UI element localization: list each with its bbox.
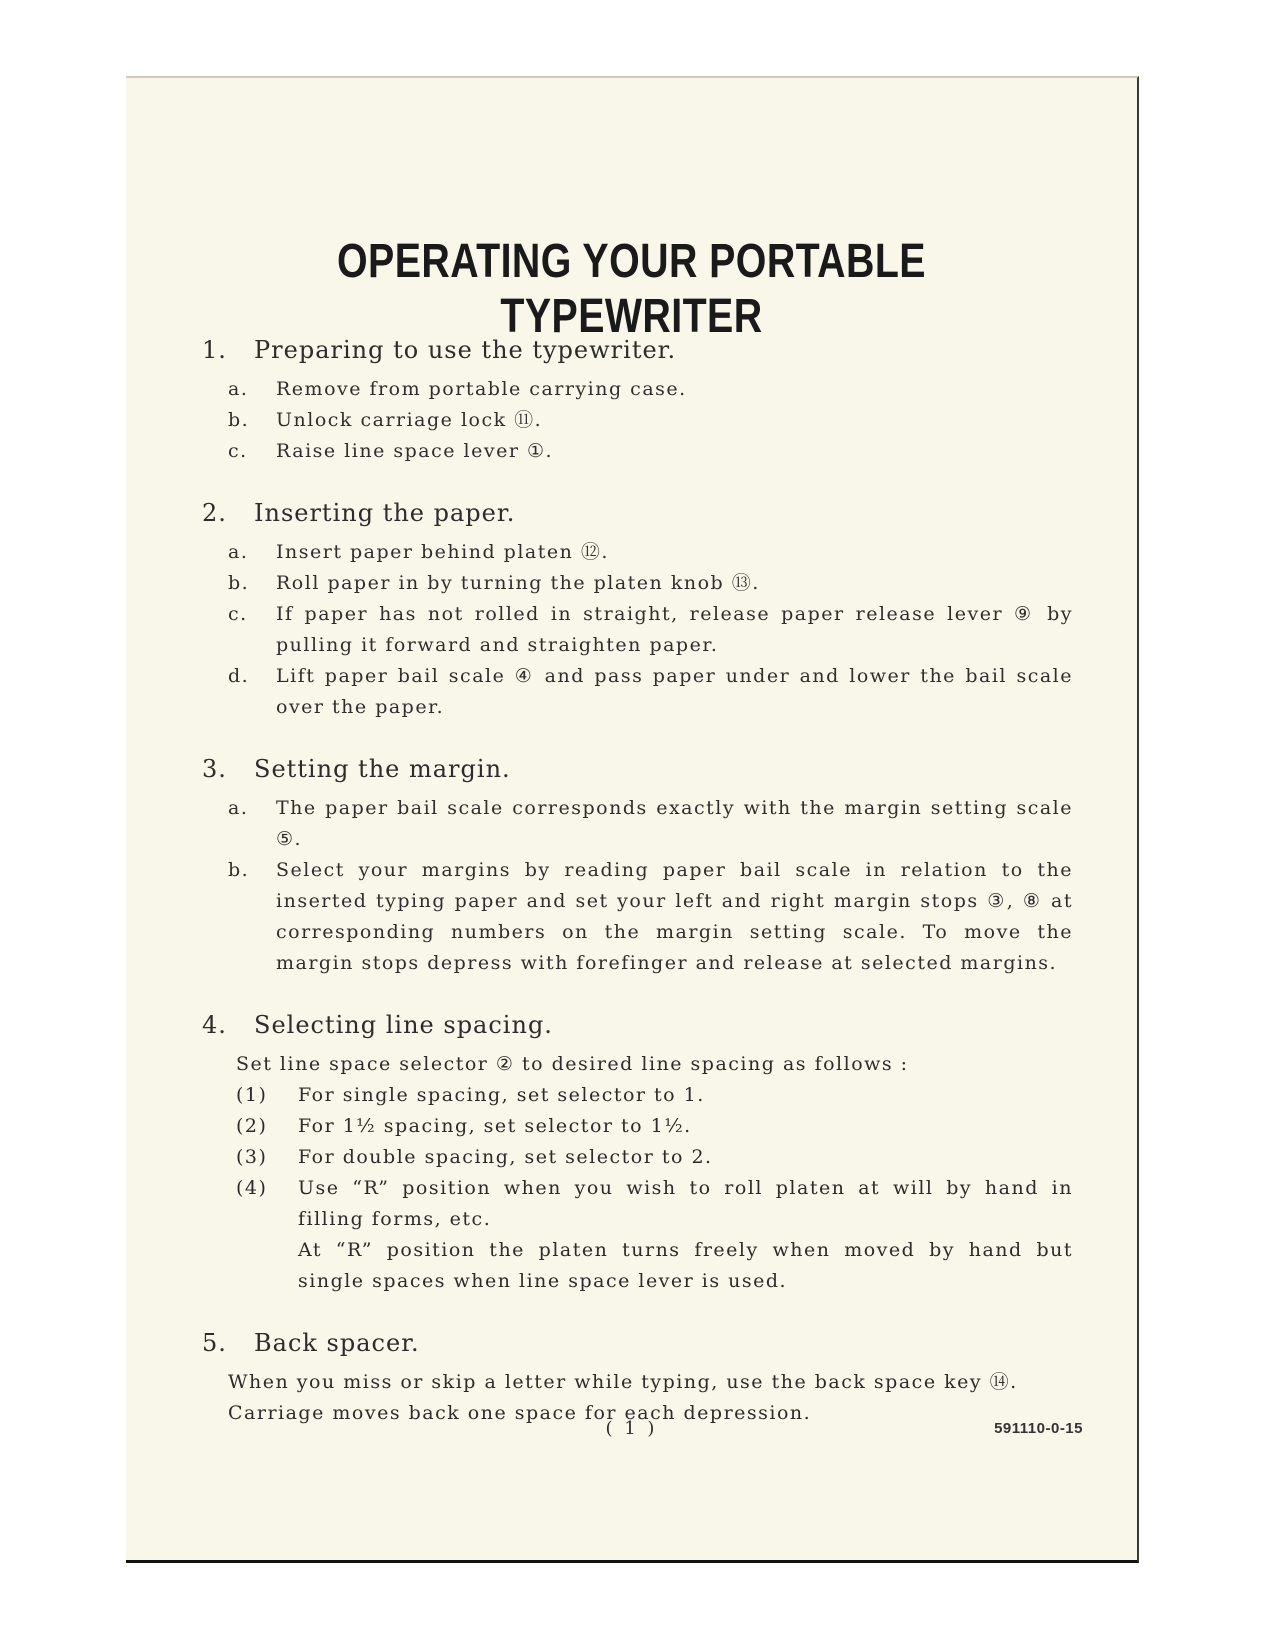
item-label: b. bbox=[228, 409, 250, 431]
section-heading bbox=[202, 753, 1073, 785]
page-title: OPERATING YOUR PORTABLE TYPEWRITER bbox=[337, 235, 926, 343]
list-item bbox=[202, 793, 1073, 855]
item-text: Roll paper in by turning the platen knob ⑬. bbox=[276, 572, 760, 594]
item-label: b. bbox=[228, 859, 250, 881]
section-inserting-paper bbox=[202, 497, 1073, 723]
item-label: a. bbox=[228, 541, 249, 563]
section-number: 5. bbox=[202, 1329, 227, 1357]
item-text: Lift paper bail scale ④ and pass paper under and lower the bail scale over the paper. bbox=[276, 665, 1073, 718]
document-page bbox=[126, 76, 1139, 1563]
item-text: For single spacing, set selector to 1. bbox=[298, 1084, 705, 1106]
section-setting-margin bbox=[202, 753, 1073, 979]
section-title: Preparing to use the typewriter. bbox=[254, 336, 677, 364]
item-label: c. bbox=[228, 603, 248, 625]
document-code: 591110-0-15 bbox=[994, 1420, 1083, 1437]
item-label: (3) bbox=[236, 1146, 268, 1168]
section-intro: Set line space selector ② to desired line spacing as follows : bbox=[236, 1053, 909, 1075]
item-text: Remove from portable carrying case. bbox=[276, 378, 687, 400]
list-item bbox=[202, 436, 1073, 467]
list-item bbox=[202, 599, 1073, 661]
item-text: Unlock carriage lock ⑪. bbox=[276, 409, 543, 431]
item-label: a. bbox=[228, 797, 249, 819]
item-label: b. bbox=[228, 572, 250, 594]
list-item bbox=[202, 537, 1073, 568]
item-text: Select your margins by reading paper bail scale in relation to the inserted typing paper and set your left and right margin stops ③, ⑧ at corresponding numbers on the margin setting scale. To move the margin stops depress with forefinger and release at selected margins. bbox=[276, 859, 1073, 974]
item-text: For double spacing, set selector to 2. bbox=[298, 1146, 713, 1168]
section-number: 3. bbox=[202, 755, 227, 783]
section-note: At “R” position the platen turns freely when moved by hand but single spaces when line space lever is used. bbox=[298, 1239, 1073, 1292]
section-title: Inserting the paper. bbox=[254, 499, 516, 527]
section-heading bbox=[202, 334, 1073, 366]
section-title: Back spacer. bbox=[254, 1329, 420, 1357]
item-text: If paper has not rolled in straight, release paper release lever ⑨ by pulling it forward and straighten paper. bbox=[276, 603, 1073, 656]
item-text: Raise line space lever ①. bbox=[276, 440, 554, 462]
section-heading bbox=[202, 497, 1073, 529]
section-number: 2. bbox=[202, 499, 227, 527]
section-heading bbox=[202, 1327, 1073, 1359]
list-item bbox=[202, 374, 1073, 405]
item-label: d. bbox=[228, 665, 250, 687]
list-item bbox=[202, 568, 1073, 599]
item-text: Insert paper behind platen ⑫. bbox=[276, 541, 609, 563]
section-number: 1. bbox=[202, 336, 227, 364]
list-item bbox=[202, 1142, 1073, 1173]
section-paragraph: When you miss or skip a letter while typing, use the back space key ⑭. Carriage moves back one space for each depression. bbox=[228, 1371, 1018, 1424]
section-title: Setting the margin. bbox=[254, 755, 511, 783]
section-number: 4. bbox=[202, 1011, 227, 1039]
list-item bbox=[202, 405, 1073, 436]
section-line-spacing bbox=[202, 1009, 1073, 1297]
item-text: Use “R” position when you wish to roll platen at will by hand in filling forms, etc. bbox=[298, 1177, 1073, 1230]
item-text: The paper bail scale corresponds exactly with the margin setting scale ⑤. bbox=[276, 797, 1073, 850]
section-preparing bbox=[202, 334, 1073, 467]
item-label: (4) bbox=[236, 1177, 268, 1199]
section-heading bbox=[202, 1009, 1073, 1041]
instructions-body bbox=[202, 334, 1073, 1429]
item-text: For 1½ spacing, set selector to 1½. bbox=[298, 1115, 692, 1137]
list-item bbox=[202, 1111, 1073, 1142]
page-number: ( 1 ) bbox=[605, 1418, 658, 1439]
list-item bbox=[202, 855, 1073, 979]
list-item bbox=[202, 1173, 1073, 1235]
list-item bbox=[202, 661, 1073, 723]
item-label: c. bbox=[228, 440, 248, 462]
section-back-spacer bbox=[202, 1327, 1073, 1429]
item-label: (1) bbox=[236, 1084, 268, 1106]
item-label: (2) bbox=[236, 1115, 268, 1137]
section-title: Selecting line spacing. bbox=[254, 1011, 553, 1039]
item-label: a. bbox=[228, 378, 249, 400]
list-item bbox=[202, 1080, 1073, 1111]
